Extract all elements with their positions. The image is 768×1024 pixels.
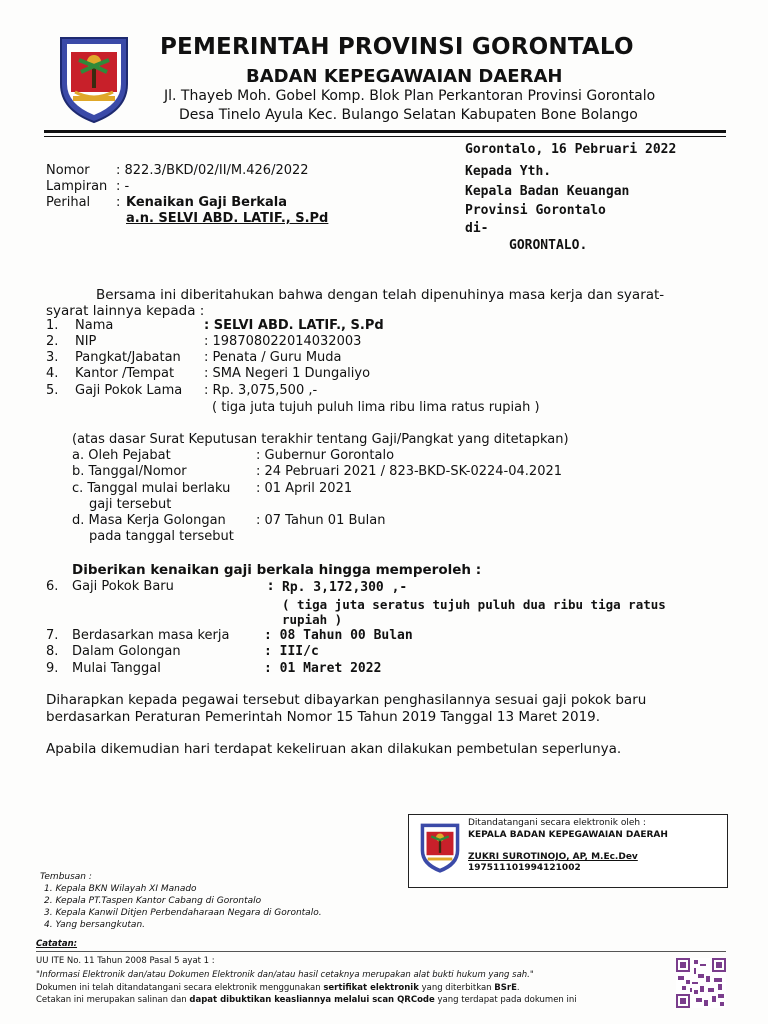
recipient-line-2: Kepala Badan Keuangan — [465, 184, 630, 199]
header-agency-title: BADAN KEPEGAWAIAN DAERAH — [246, 66, 563, 87]
mulai-tanggal-value: : 01 Maret 2022 — [264, 661, 382, 676]
new-salary-words: ( tiga juta seratus tujuh puluh dua ribu tiga ratus — [282, 597, 666, 612]
intro-line-2: syarat lainnya kepada : — [46, 303, 205, 319]
signature-note: Ditandatangani secara elektronik oleh : — [468, 818, 646, 828]
item-number: 6. — [46, 579, 59, 594]
new-salary-colon: : — [268, 579, 274, 594]
item-value: : Penata / Guru Muda — [204, 350, 342, 365]
verification-qr-code — [676, 958, 726, 1008]
basis-c-label-2: gaji tersebut — [89, 497, 172, 512]
letter-date: Gorontalo, 16 Pebruari 2022 — [465, 142, 677, 157]
item-label: Pangkat/Jabatan — [75, 350, 181, 365]
masa-kerja-value: : 08 Tahun 00 Bulan — [264, 628, 413, 643]
footer-divider — [36, 951, 726, 952]
basis-a-value: : Gubernur Gorontalo — [256, 448, 395, 463]
lampiran-label: Lampiran — [46, 179, 108, 194]
intro-line-1: Bersama ini diberitahukan bahwa dengan telah dipenuhinya masa kerja dan syarat- — [96, 287, 665, 303]
header-address-line-1: Jl. Thayeb Moh. Gobel Komp. Blok Plan Perkantoran Provinsi Gorontalo — [164, 88, 656, 104]
perihal-subject: Kenaikan Gaji Berkala — [126, 195, 288, 210]
closing-paragraph-2: Apabila dikemudian hari terdapat kekeliruan akan dilakukan pembetulan seperlunya. — [46, 741, 622, 757]
recipient-line-4: di- — [465, 221, 489, 236]
item-number: 5. — [46, 383, 59, 398]
golongan-value: : III/c — [264, 644, 319, 659]
provincial-emblem-logo — [53, 32, 135, 124]
item-number: 4. — [46, 366, 59, 381]
old-salary-words: ( tiga juta tujuh puluh lima ribu lima ratus rupiah ) — [212, 400, 540, 415]
basis-d-label: d. Masa Kerja Golongan — [72, 513, 226, 528]
item-number: 3. — [46, 350, 59, 365]
footer-copy-statement: Cetakan ini merupakan salinan dan dapat dibuktikan keasliannya melalui scan QRCode yang terdapat pada dokumen ini — [36, 995, 577, 1005]
tembusan-item: 4. Yang bersangkutan. — [44, 920, 146, 930]
basis-a-label: a. Oleh Pejabat — [72, 448, 171, 463]
signatory-nip: 197511101994121002 — [468, 863, 581, 873]
perihal-colon: : — [116, 195, 121, 210]
tembusan-item: 2. Kepala PT.Taspen Kantor Cabang di Gorontalo — [44, 896, 262, 906]
golongan-label: Dalam Golongan — [72, 644, 181, 659]
footer-law-quote: "Informasi Elektronik dan/atau Dokumen Elektronik dan/atau hasil cetaknya merupakan alat bukti hukum yang sah." — [36, 970, 534, 980]
nomor-value: : 822.3/BKD/02/II/M.426/2022 — [116, 163, 309, 178]
basis-title: (atas dasar Surat Keputusan terakhir tentang Gaji/Pangkat yang ditetapkan) — [72, 432, 569, 447]
catatan-label: Catatan: — [36, 939, 78, 949]
basis-d-label-2: pada tanggal tersebut — [89, 529, 234, 544]
masa-kerja-label: Berdasarkan masa kerja — [72, 628, 230, 643]
item-number: 8. — [46, 644, 59, 659]
basis-b-value: : 24 Pebruari 2021 / 823-BKD-SK-0224-04.2021 — [256, 464, 563, 479]
item-value: : Rp. 3,075,500 ,- — [204, 383, 318, 398]
item-number: 9. — [46, 661, 59, 676]
item-value: : SMA Negeri 1 Dungaliyo — [204, 366, 371, 381]
recipient-line-3: Provinsi Gorontalo — [465, 203, 606, 218]
signature-title: KEPALA BADAN KEPEGAWAIAN DAERAH — [468, 830, 668, 840]
basis-b-label: b. Tanggal/Nomor — [72, 464, 187, 479]
new-salary-label: Gaji Pokok Baru — [72, 579, 174, 594]
lampiran-value: : - — [116, 179, 130, 194]
basis-c-value: : 01 April 2021 — [256, 481, 353, 496]
header-government-title: PEMERINTAH PROVINSI GORONTALO — [160, 34, 634, 60]
item-label: NIP — [75, 334, 97, 349]
closing-paragraph-1: Diharapkan kepada pegawai tersebut dibayarkan penghasilannya sesuai gaji pokok baru — [46, 692, 647, 708]
basis-c-label: c. Tanggal mulai berlaku — [72, 481, 231, 496]
closing-paragraph-1-line-2: berdasarkan Peraturan Pemerintah Nomor 15 Tahun 2019 Tanggal 13 Maret 2019. — [46, 709, 601, 725]
new-salary-words-2: rupiah ) — [282, 612, 343, 627]
recipient-city: GORONTALO. — [509, 238, 588, 253]
item-number: 2. — [46, 334, 59, 349]
tembusan-item: 1. Kepala BKN Wilayah XI Manado — [44, 884, 197, 894]
item-number: 1. — [46, 318, 59, 333]
perihal-name: a.n. SELVI ABD. LATIF., S.Pd — [126, 211, 329, 226]
item-value: : SELVI ABD. LATIF., S.Pd — [204, 318, 384, 333]
footer-e-signature-statement: Dokumen ini telah ditandatangani secara elektronik menggunakan sertifikat elektronik yang diterbitkan BSrE. — [36, 983, 520, 993]
new-salary-title: Diberikan kenaikan gaji berkala hingga memperoleh : — [72, 562, 482, 578]
tembusan-title: Tembusan : — [40, 872, 92, 882]
perihal-label: Perihal — [46, 195, 91, 210]
item-value: : 198708022014032003 — [204, 334, 362, 349]
mulai-tanggal-label: Mulai Tanggal — [72, 661, 161, 676]
recipient-line-1: Kepada Yth. — [465, 164, 552, 179]
header-address-line-2: Desa Tinelo Ayula Kec. Bulango Selatan Kabupaten Bone Bolango — [179, 107, 638, 123]
item-label: Nama — [75, 318, 114, 333]
tembusan-item: 3. Kepala Kanwil Ditjen Perbendaharaan Negara di Gorontalo. — [44, 908, 322, 918]
basis-d-value: : 07 Tahun 01 Bulan — [256, 513, 386, 528]
header-divider-thin — [44, 136, 726, 137]
signatory-name: ZUKRI SUROTINOJO, AP, M.Ec.Dev — [468, 852, 638, 862]
footer-law-reference: UU ITE No. 11 Tahun 2008 Pasal 5 ayat 1 : — [36, 956, 215, 966]
nomor-label: Nomor — [46, 163, 90, 178]
item-number: 7. — [46, 628, 59, 643]
item-label: Gaji Pokok Lama — [75, 383, 183, 398]
new-salary-value: Rp. 3,172,300 ,- — [282, 580, 408, 595]
signature-emblem-logo — [416, 819, 464, 875]
header-divider-thick — [44, 130, 726, 133]
item-label: Kantor /Tempat — [75, 366, 175, 381]
